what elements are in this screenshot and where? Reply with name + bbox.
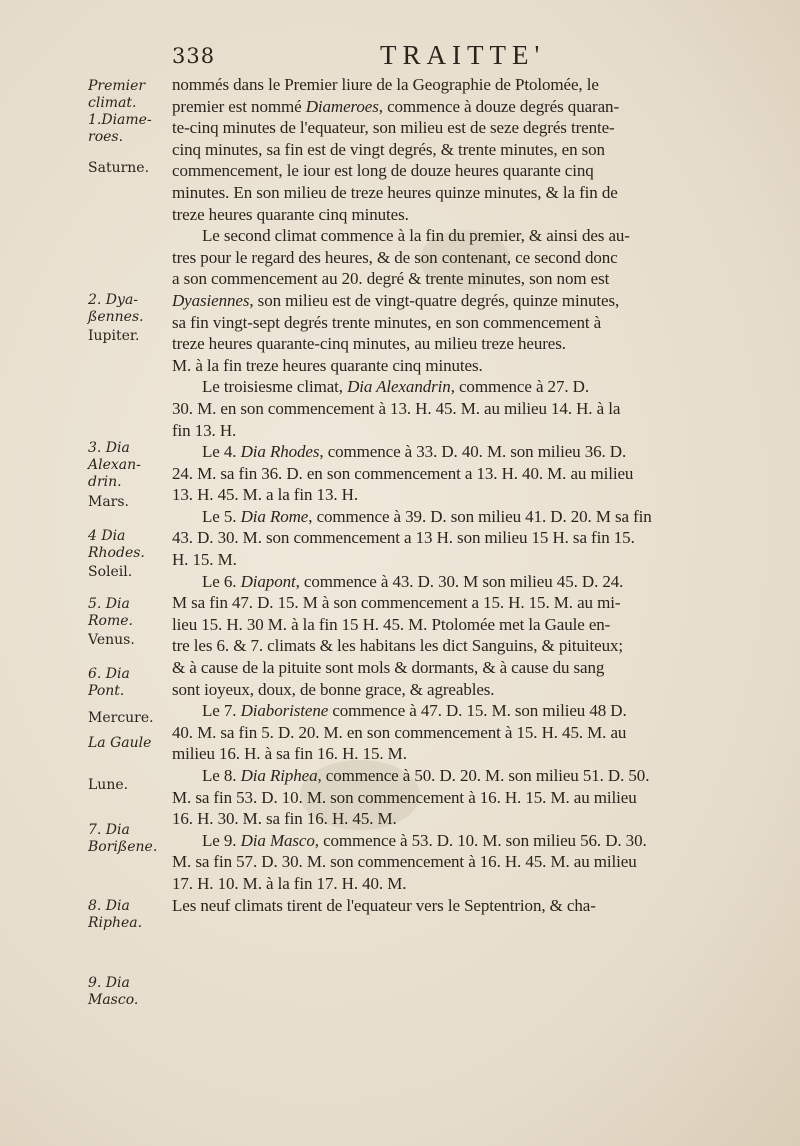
text-line: premier est nommé Diameroes, commence à douze degrés quaran- <box>172 96 620 116</box>
text-line: fin 13. H. <box>172 420 237 440</box>
planet-note: Saturne. <box>88 160 150 176</box>
margin-note <box>88 666 174 726</box>
text-line: M. sa fin 53. D. 10. M. son commencement à 16. H. 15. M. au milieu <box>172 787 637 807</box>
margin-note-line: 7. Dia <box>88 822 130 838</box>
margin-note-line: 2. Dya- <box>88 292 139 308</box>
margin-note-line: 5. Dia <box>88 596 130 612</box>
planet-note: Mercure. <box>88 710 154 726</box>
text-line: te-cinq minutes de l'equateur, son milieu est de seze degrés trente- <box>172 118 615 138</box>
text-line: lieu 15. H. 30 M. à la fin 15 H. 45. M. Ptolomée met la Gaule en- <box>172 614 611 634</box>
margin-note-line: drin. <box>88 474 122 490</box>
text-line: M sa fin 47. D. 15. M à son commencement a 15. H. 15. M. au mi- <box>172 593 621 613</box>
text-line: 24. M. sa fin 36. D. en son commencement a 13. H. 40. M. au milieu <box>172 463 634 483</box>
margin-note <box>88 735 174 793</box>
page-header <box>0 38 800 78</box>
margin-note-line: 6. Dia <box>88 666 130 682</box>
text-line: tres pour le regard des heures, & de son contenant, ce second donc <box>172 247 618 267</box>
text-line: Le 4. Dia Rhodes, commence à 33. D. 40. M. son milieu 36. D. <box>202 442 627 462</box>
text-line: Le troisiesme climat, Dia Alexandrin, commence à 27. D. <box>202 377 589 397</box>
margin-note-line: Masco. <box>88 992 139 1008</box>
margin-note-line: Rhodes. <box>88 545 145 561</box>
text-line: commencement, le iour est long de douze heures quarante cinq <box>172 161 594 181</box>
margin-note-line: 3. Dia <box>88 440 130 456</box>
margin-note-line: 4 Dia <box>88 528 126 544</box>
text-line: Le 9. Dia Masco, commence à 53. D. 10. M. son milieu 56. D. 30. <box>202 830 647 850</box>
text-line: 13. H. 45. M. a la fin 13. H. <box>172 485 358 505</box>
margin-note-line: climat. <box>88 95 137 111</box>
running-head: TRAITTE' <box>380 40 546 70</box>
text-line: 16. H. 30. M. sa fin 16. H. 45. M. <box>172 809 397 829</box>
text-line: sa fin vingt-sept degrés trente minutes, en son commencement à <box>172 312 602 332</box>
text-line: & à cause de la pituite sont mols & dormants, & à cause du sang <box>172 658 605 678</box>
text-line: H. 15. M. <box>172 550 237 570</box>
margin-note <box>88 528 174 580</box>
text-line: milieu 16. H. à sa fin 16. H. 15. M. <box>172 744 407 764</box>
text-line: 30. M. en son commencement à 13. H. 45. M. au milieu 14. H. à la <box>172 398 621 418</box>
text-line: nommés dans le Premier liure de la Geographie de Ptolomée, le <box>172 75 599 94</box>
text-line: Le 5. Dia Rome, commence à 39. D. son milieu 41. D. 20. M sa fin <box>202 506 652 526</box>
text-line: Le second climat commence à la fin du premier, & ainsi des au- <box>202 226 630 246</box>
text-line: treze heures quarante cinq minutes. <box>172 204 409 224</box>
text-line: 17. H. 10. M. à la fin 17. H. 40. M. <box>172 873 407 893</box>
margin-note-line: Riphea. <box>88 915 143 931</box>
margin-note <box>88 822 174 856</box>
text-line: minutes. En son milieu de treze heures quinze minutes, & la fin de <box>172 182 618 202</box>
margin-note-line: 8. Dia <box>88 898 130 914</box>
margin-note-line: Pont. <box>88 683 125 699</box>
text-line: a son commencement au 20. degré & trente minutes, son nom est <box>172 269 610 289</box>
text-line: Les neuf climats tirent de l'equateur vers le Septentrion, & cha- <box>172 895 596 915</box>
planet-note: Lune. <box>88 777 129 793</box>
text-line: 43. D. 30. M. son commencement a 13 H. son milieu 15 H. sa fin 15. <box>172 528 635 548</box>
planet-note: Venus. <box>88 632 135 648</box>
text-line: treze heures quarante-cinq minutes, au milieu treze heures. <box>172 334 566 354</box>
text-line: Dyasiennes, son milieu est de vingt-quatre degrés, quinze minutes, <box>172 290 620 310</box>
text-line: Le 6. Diapont, commence à 43. D. 30. M son milieu 45. D. 24. <box>202 571 624 591</box>
margin-note <box>88 78 174 176</box>
planet-note: Mars. <box>88 494 130 510</box>
margin-note <box>88 975 174 1009</box>
text-line: tre les 6. & 7. climats & les habitans les dict Sanguins, & pituiteux; <box>172 636 623 656</box>
margin-note-line: Borißene. <box>88 839 158 855</box>
text-line: Le 7. Diaboristene commence à 47. D. 15. M. son milieu 48 D. <box>202 701 627 721</box>
planet-note: Iupiter. <box>88 328 140 344</box>
text-line: Le 8. Dia Riphea, commence à 50. D. 20. M. son milieu 51. D. 50. <box>202 766 650 785</box>
margin-note-line: roes. <box>88 129 124 145</box>
text-line: M. sa fin 57. D. 30. M. son commencement à 16. H. 45. M. au milieu <box>172 852 637 872</box>
text-line: 40. M. sa fin 5. D. 20. M. en son commencement à 15. H. 45. M. au <box>172 722 627 742</box>
text-line: M. à la fin treze heures quarante cinq minutes. <box>172 355 483 375</box>
text-line: cinq minutes, sa fin est de vingt degrés, & trente minutes, en son <box>172 139 605 159</box>
margin-note-line: 9. Dia <box>88 975 130 991</box>
margin-note <box>88 292 174 344</box>
margin-note-line: La Gaule <box>88 735 152 751</box>
page-number: 338 <box>172 44 216 68</box>
planet-note: Soleil. <box>88 564 133 580</box>
margin-note-line: Premier <box>88 78 146 94</box>
body-text <box>172 74 772 916</box>
margin-note-line: ßennes. <box>88 309 144 325</box>
margin-note-line: Rome. <box>88 613 133 629</box>
margin-note-line: 1.Diame- <box>88 112 152 128</box>
margin-note <box>88 898 174 932</box>
margin-note <box>88 596 174 648</box>
text-line: sont ioyeux, doux, de bonne grace, & agreables. <box>172 679 495 699</box>
margin-note <box>88 440 174 510</box>
margin-note-line: Alexan- <box>88 457 141 473</box>
